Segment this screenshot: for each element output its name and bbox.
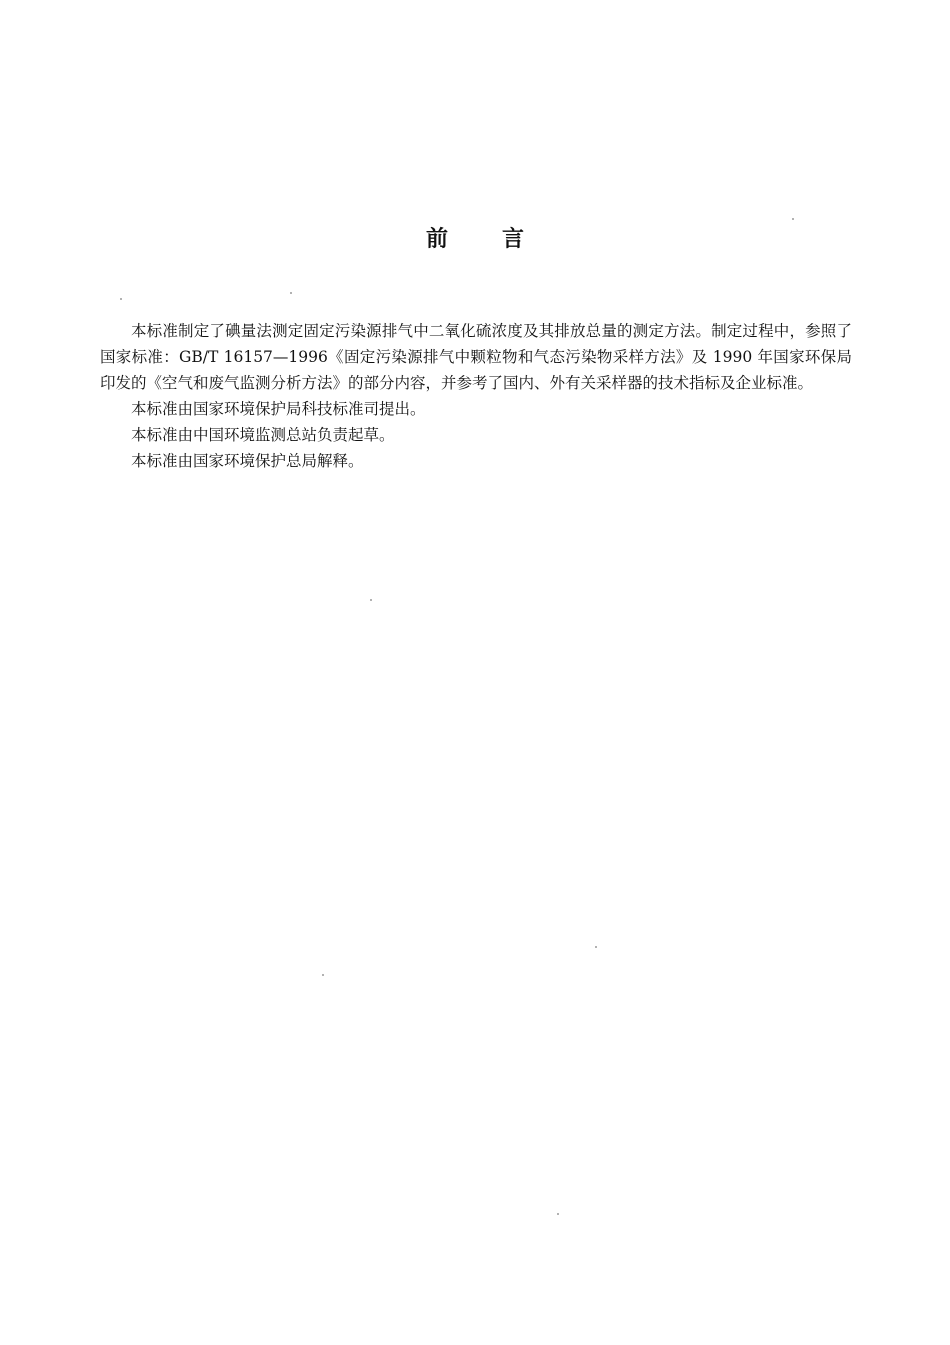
scan-speck: [322, 974, 324, 976]
scan-speck: [370, 599, 372, 601]
scan-speck: [290, 292, 292, 294]
foreword-paragraph: 本标准由中国环境监测总站负责起草。: [131, 426, 395, 444]
foreword-paragraph: 本标准由国家环境保护局科技标准司提出。: [131, 400, 426, 418]
foreword-body: [100, 318, 852, 474]
foreword-paragraph: 本标准由国家环境保护总局解释。: [131, 452, 364, 470]
scan-speck: [120, 298, 122, 300]
foreword-paragraph: 本标准制定了碘量法测定固定污染源排气中二氧化硫浓度及其排放总量的测定方法。制定过程中，参照了国家标准：GB/T 16157—1996《固定污染源排气中颗粒物和气态污染物采样方法》及 1990 年国家环保局印发的《空气和废气监测分析方法》的部分内容，并参考了国内、外有关采样器的技术指标及企业标准。: [100, 322, 852, 392]
scan-speck: [595, 946, 597, 948]
page-title: 前言: [425, 226, 578, 252]
scan-speck: [557, 1213, 559, 1215]
scan-speck: [792, 218, 794, 220]
